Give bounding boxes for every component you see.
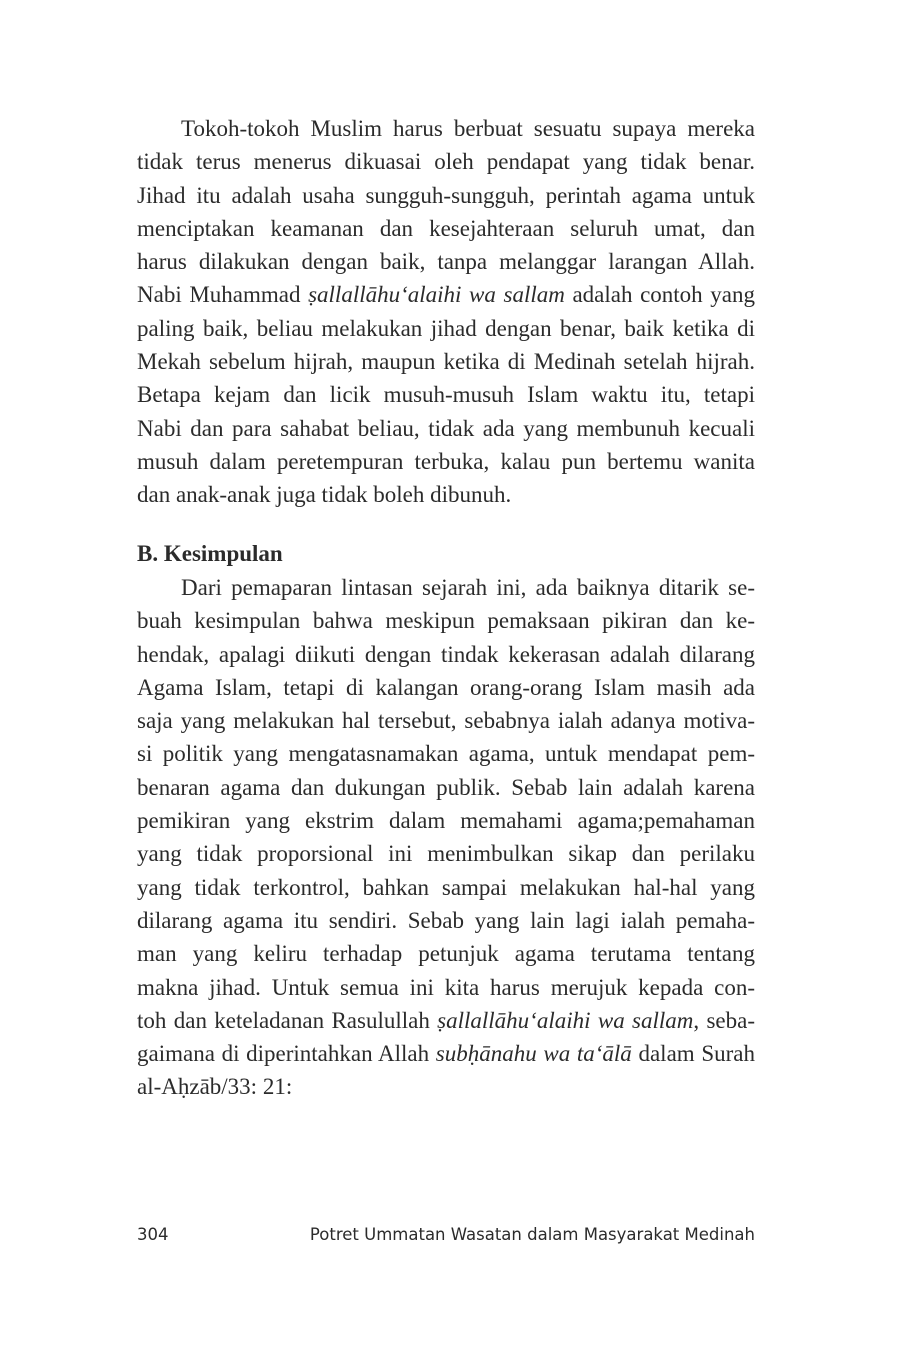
body-paragraph-2 [137, 571, 755, 1104]
paragraph-line: pemikiran yang ekstrim dalam memahami agama;pemahaman [137, 808, 755, 834]
body-paragraph-1 [137, 112, 755, 512]
paragraph-line: menciptakan keamanan dan kesejahteraan seluruh umat, dan [137, 215, 755, 241]
paragraph-line: makna jihad. Untuk semua ini kita harus merujuk kepada con- [137, 974, 755, 1000]
line-text: gaimana di diperintahkan Allah [137, 1041, 436, 1067]
paragraph-line: Jihad itu adalah usaha sungguh-sungguh, perintah agama untuk [137, 182, 755, 208]
paragraph-line: saja yang melakukan hal tersebut, sebabnya ialah adanya motiva- [137, 708, 755, 734]
page-number: 304 [137, 1225, 169, 1244]
paragraph-line: musuh dalam peretempuran terbuka, kalau pun bertemu wanita [137, 448, 755, 474]
paragraph-line: Betapa kejam dan licik musuh-musuh Islam waktu itu, tetapi [137, 382, 755, 408]
paragraph-line: yang tidak terkontrol, bahkan sampai melakukan hal-hal yang [137, 874, 755, 900]
italic-honorific: ṣallallāhu‘alaihi wa sallam [437, 1007, 694, 1033]
paragraph-line: tidak terus menerus dikuasai oleh pendapat yang tidak benar. [137, 149, 755, 175]
paragraph-line: al-Aḥzāb/33: 21: [137, 1074, 293, 1100]
line-text: dalam Surah [631, 1041, 755, 1067]
paragraph-line: yang tidak proporsional ini menimbulkan sikap dan perilaku [137, 841, 755, 867]
paragraph-line: harus dilakukan dengan baik, tanpa melanggar larangan Allah. [137, 249, 755, 275]
line-text: Nabi Muhammad [137, 282, 309, 308]
paragraph-line: Nabi dan para sahabat beliau, tidak ada yang membunuh kecuali [137, 415, 755, 441]
paragraph-line: Tokoh-tokoh Muslim harus berbuat sesuatu supaya mereka [181, 116, 755, 141]
line-text: adalah contoh yang [564, 282, 756, 308]
paragraph-line: si politik yang mengatasnamakan agama, untuk mendapat pem- [137, 741, 755, 767]
paragraph-line: dan anak-anak juga tidak boleh dibunuh. [137, 482, 512, 508]
paragraph-line: dilarang agama itu sendiri. Sebab yang lain lagi ialah pemaha- [137, 907, 755, 933]
paragraph-line: Dari pemaparan lintasan sejarah ini, ada baiknya ditarik se- [181, 575, 755, 600]
paragraph-line [137, 278, 755, 311]
paragraph-line: man yang keliru terhadap petunjuk agama terutama tentang [137, 941, 755, 967]
paragraph-line [137, 1004, 755, 1037]
paragraph-line: Mekah sebelum hijrah, maupun ketika di Medinah setelah hijrah. [137, 349, 755, 375]
italic-honorific: subḥānahu wa ta‘ālā [435, 1041, 632, 1067]
paragraph-line: Agama Islam, tetapi di kalangan orang-orang Islam masih ada [137, 674, 755, 700]
paragraph-line: benaran agama dan dukungan publik. Sebab lain adalah karena [137, 774, 755, 800]
page-footer [137, 1222, 755, 1248]
book-page [137, 0, 755, 1358]
line-text: toh dan keteladanan Rasulullah [137, 1007, 438, 1033]
running-title: Potret Ummatan Wasatan dalam Masyarakat Medinah [309, 1225, 755, 1244]
paragraph-line: buah kesimpulan bahwa meskipun pemaksaan pikiran dan ke- [137, 608, 755, 634]
paragraph-line: hendak, apalagi diikuti dengan tindak kekerasan adalah dilarang [137, 641, 755, 667]
paragraph-line [137, 1037, 755, 1070]
paragraph-line: paling baik, beliau melakukan jihad dengan benar, baik ketika di [137, 315, 755, 341]
section-heading: B. Kesimpulan [137, 541, 283, 566]
italic-honorific: ṣallallāhu‘alaihi wa sallam [308, 282, 565, 308]
line-text: , seba- [693, 1007, 755, 1033]
